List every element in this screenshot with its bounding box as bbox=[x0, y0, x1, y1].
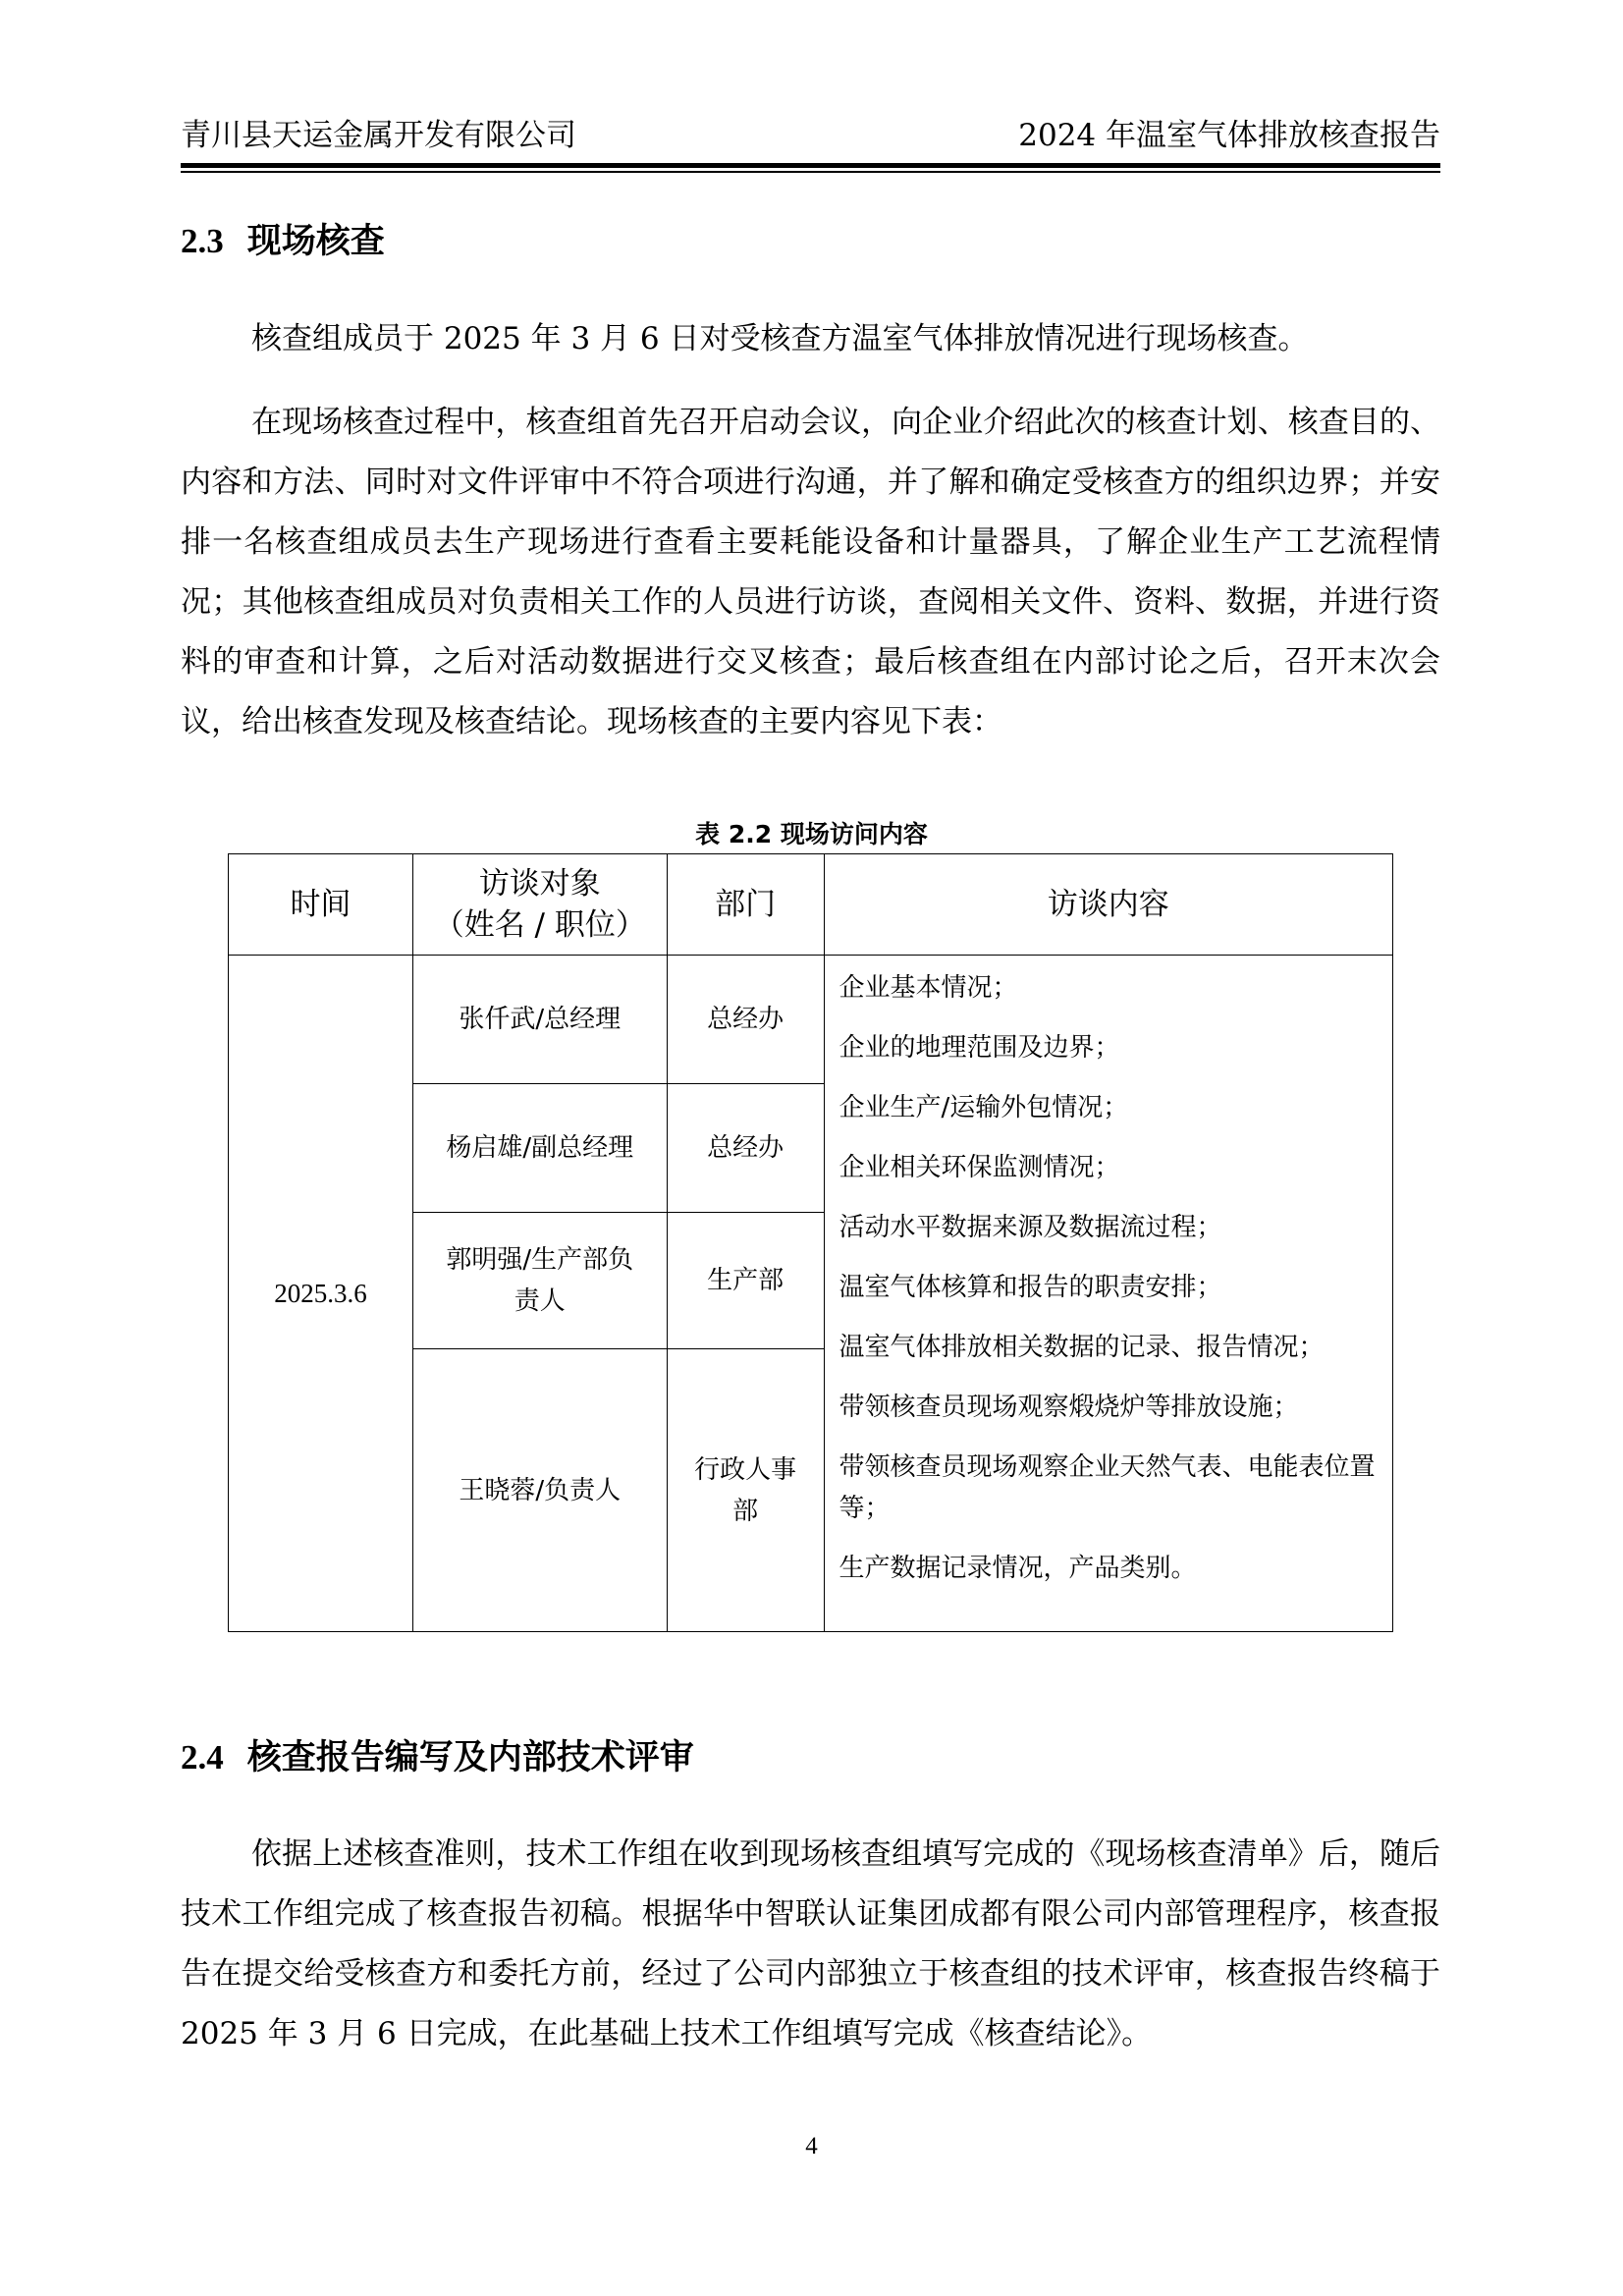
cell-person: 王晓蓉/负责人 bbox=[412, 1349, 667, 1632]
paragraph-report-review: 依据上述核查准则，技术工作组在收到现场核查组填写完成的《现场核查清单》后，随后技术工作组完成了核查报告初稿。根据华中智联认证集团成都有限公司内部管理程序，核查报告在提交给受核查方和委托方前，经过了公司内部独立于核查组的技术评审，核查报告终稿于 2025 年 3 月 6 日完成，在此基础上技术工作组填写完成《核查结论》。 bbox=[181, 1836, 1440, 2051]
section-number: 2.3 bbox=[181, 222, 224, 260]
paragraph-onsite-date: 核查组成员于 2025 年 3 月 6 日对受核查方温室气体排放情况进行现场核查。 bbox=[251, 321, 1309, 356]
header-company: 青川县天运金属开发有限公司 bbox=[181, 118, 576, 153]
cell-person-line1: 郭明强/生产部负 bbox=[446, 1245, 634, 1275]
header-rule-thick bbox=[181, 163, 1440, 168]
section-heading-2-3 bbox=[181, 220, 385, 263]
content-item: 带领核查员现场观察企业天然气表、电能表位置等； bbox=[839, 1452, 1376, 1523]
content-item: 企业基本情况； bbox=[839, 973, 1018, 1003]
cell-person: 张仟武/总经理 bbox=[412, 956, 667, 1084]
cell-dept: 生产部 bbox=[667, 1213, 824, 1349]
cell-date: 2025.3.6 bbox=[229, 956, 413, 1632]
section-title: 核查报告编写及内部技术评审 bbox=[246, 1738, 694, 1777]
cell-person bbox=[412, 1213, 667, 1349]
header-person-line1: 访谈对象 bbox=[478, 866, 601, 902]
section-number: 2.4 bbox=[181, 1738, 224, 1777]
header-time: 时间 bbox=[229, 854, 413, 956]
content-item: 企业相关环保监测情况； bbox=[839, 1153, 1120, 1182]
header-dept: 部门 bbox=[667, 854, 824, 956]
header-person bbox=[412, 854, 667, 956]
section-title: 现场核查 bbox=[246, 222, 385, 261]
content-item: 带领核查员现场观察煅烧炉等排放设施； bbox=[839, 1393, 1299, 1422]
section-heading-2-4 bbox=[181, 1736, 694, 1779]
cell-dept bbox=[667, 1349, 824, 1632]
cell-dept: 总经办 bbox=[667, 1084, 824, 1213]
header-content: 访谈内容 bbox=[824, 854, 1392, 956]
content-item: 活动水平数据来源及数据流过程； bbox=[839, 1213, 1222, 1242]
cell-dept: 总经办 bbox=[667, 956, 824, 1084]
page-number: 4 bbox=[805, 2133, 818, 2159]
content-item: 温室气体排放相关数据的记录、报告情况； bbox=[839, 1333, 1325, 1362]
cell-dept-line2: 部 bbox=[732, 1496, 759, 1526]
content-item: 温室气体核算和报告的职责安排； bbox=[839, 1273, 1222, 1302]
header-person-line2: （姓名 / 职位） bbox=[433, 907, 646, 943]
cell-person: 杨启雄/副总经理 bbox=[412, 1084, 667, 1213]
content-item: 企业的地理范围及边界； bbox=[839, 1033, 1120, 1063]
paragraph-onsite-process: 在现场核查过程中，核查组首先召开启动会议，向企业介绍此次的核查计划、核查目的、内容和方法、同时对文件评审中不符合项进行沟通，并了解和确定受核查方的组织边界；并安排一名核查组成员去生产现场进行查看主要耗能设备和计量器具，了解企业生产工艺流程情况；其他核查组成员对负责相关工作的人员进行访谈，查阅相关文件、资料、数据，并进行资料的审查和计算，之后对活动数据进行交叉核查；最后核查组在内部讨论之后，召开末次会议，给出核查发现及核查结论。现场核查的主要内容见下表： bbox=[181, 405, 1440, 739]
cell-dept-line1: 行政人事 bbox=[694, 1454, 797, 1485]
table-header-row bbox=[229, 854, 1393, 956]
interview-table bbox=[228, 853, 1393, 1632]
table-caption: 表 2.2 现场访问内容 bbox=[695, 820, 928, 848]
table-row bbox=[229, 956, 1393, 1084]
content-item: 企业生产/运输外包情况； bbox=[839, 1093, 1129, 1122]
header-report-title: 2024 年温室气体排放核查报告 bbox=[1018, 118, 1440, 153]
cell-content bbox=[824, 956, 1392, 1632]
content-item: 生产数据记录情况，产品类别。 bbox=[839, 1554, 1197, 1583]
cell-person-line2: 责人 bbox=[514, 1286, 566, 1316]
header-rule-thin bbox=[181, 171, 1440, 173]
